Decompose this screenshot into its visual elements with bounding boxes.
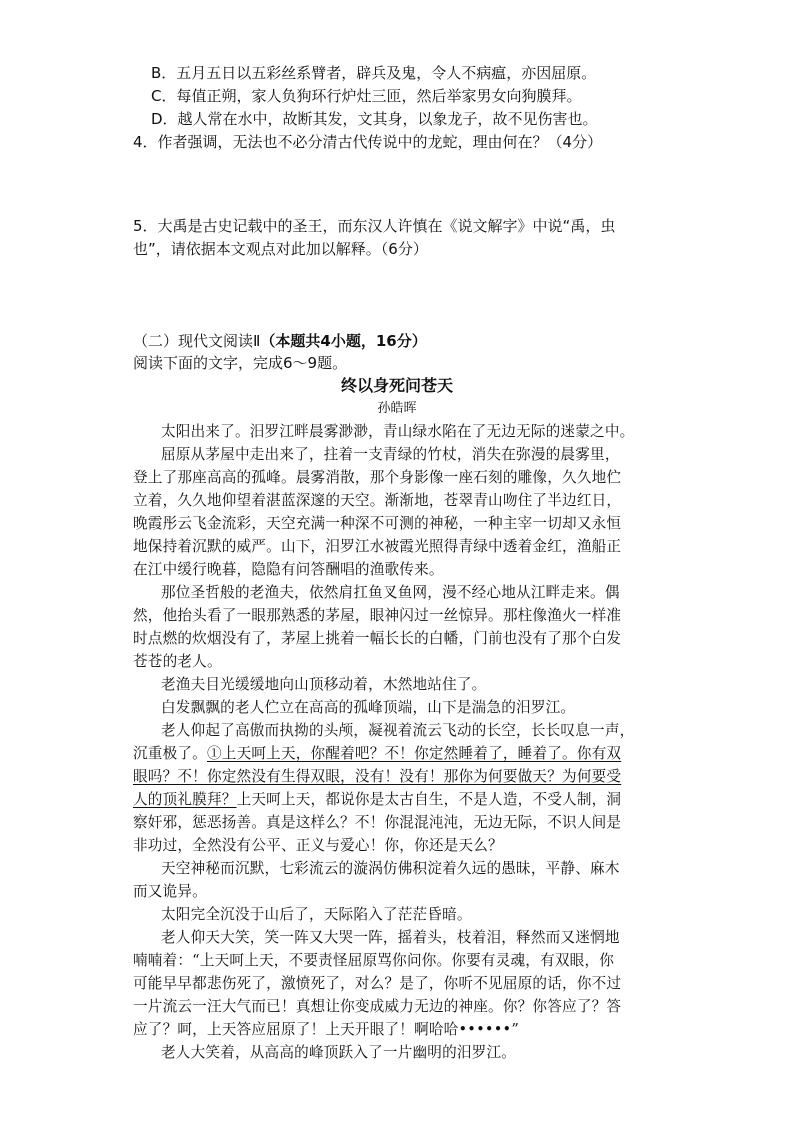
article-line: 屈原从茅屋中走出来了，拄着一支青绿的竹杖，消失在弥漫的晨雾里， [161, 446, 620, 463]
article-line [133, 789, 621, 811]
article-author: 孙皓晖 [377, 401, 417, 416]
article-line [133, 766, 621, 788]
section-heading-label: （二）现代文阅读Ⅱ [133, 332, 261, 350]
article-title: 终以身死问苍天 [340, 376, 453, 395]
article-line: 一片流云一汪大气而已！真想让你变成威力无边的神座。你？你答应了？答 [133, 998, 622, 1015]
article-line: 时点燃的炊烟没有了，茅屋上挑着一幅长长的白幡，门前也没有了那个白发 [133, 630, 622, 647]
underlined-passage: 眼吗？不！你定然没有生得双眼，没有！没有！那你为何要做天？为何要受 [133, 768, 622, 785]
article-line: 立着，久久地仰望着湛蓝深邃的天空。渐渐地，苍翠青山吻住了半边红日， [133, 492, 622, 509]
article-line: 察奸邪，惩恶扬善。真是这样么？不！你混混沌沌，无边无际，不识人间是 [133, 814, 622, 831]
article-line: 天空神秘而沉默，七彩流云的漩涡仿佛积淀着久远的愚昧，平静、麻木 [161, 860, 620, 877]
option-d: D．越人常在水中，故断其发，文其身，以象龙子，故不见伤害也。 [151, 110, 598, 128]
article-line: 那位圣哲般的老渔夫，依然肩扛鱼叉鱼网，漫不经心地从江畔走来。偶 [161, 584, 620, 601]
article-line: 登上了那座高高的孤峰。晨雾消散，那个身影像一座石刻的雕像，久久地伫 [133, 469, 622, 486]
underlined-passage: ①上天呵上天，你醒着吧？不！你定然睡着了，睡着了。你有双 [206, 745, 622, 762]
article-line: 然，他抬头看了一眼那熟悉的茅屋，眼神闪过一丝惊异。那柱像渔火一样准 [133, 607, 622, 624]
article-line: 晚霞彤云飞金流彩，天空充满一种深不可测的神秘，一种主宰一切却又永恒 [133, 515, 622, 532]
section-heading-score: （本题共4小题，16分） [260, 332, 427, 350]
article-line: 苍苍的老人。 [133, 653, 222, 670]
article-line: 老人大笑着，从高高的峰顶跃入了一片幽明的汨罗江。 [161, 1044, 517, 1061]
article-line: 老人仰起了高傲而执拗的头颅，凝视着流云飞动的长空，长长叹息一声， [161, 722, 635, 739]
article-line: 可能早早都悲伤死了，激愤死了，对么？是了，你听不见屈原的话，你不过 [133, 975, 622, 992]
section-instruction: 阅读下面的文字，完成6～9题。 [133, 354, 348, 372]
article-line: 老人仰天大笑，笑一阵又大哭一阵，摇着头，枝着泪，释然而又迷惘地 [161, 929, 620, 946]
article-line-part: 沉重极了。 [133, 745, 207, 762]
article-line [133, 743, 621, 765]
article-line: 而又诡异。 [133, 883, 207, 900]
article-line-part: 上天呵上天，都说你是太古自生，不是人造，不受人制，洞 [236, 791, 622, 808]
article-line: 应了？呵，上天答应屈原了！上天开眼了！啊哈哈••••••” [133, 1021, 519, 1038]
article-line: 太阳完全沉没于山后了，天际陷入了茫茫昏暗。 [161, 906, 472, 923]
article-line: 太阳出来了。汨罗江畔晨雾渺渺，青山绿水陷在了无边无际的迷蒙之中。 [161, 423, 635, 440]
section-heading [133, 330, 427, 352]
article-line: 老渔夫目光缓缓地向山顶移动着，木然地站住了。 [161, 676, 487, 693]
question-5-line-2: 也”，请依据本文观点对此加以解释。（6分） [133, 240, 428, 258]
article-line: 喃喃着：“上天呵上天，不要责怪屈原骂你问你。你要有灵魂，有双眼，你 [133, 952, 615, 969]
article-line: 白发飘飘的老人伫立在高高的孤峰顶端，山下是湍急的汨罗江。 [161, 699, 576, 716]
option-b: B．五月五日以五彩丝系臂者，辟兵及鬼，令人不病瘟，亦因屈原。 [151, 64, 597, 82]
underlined-passage: 人的顶礼膜拜？ [133, 791, 237, 808]
question-5-line-1: 5．大禹是古史记载中的圣王，而东汉人许慎在《说文解字》中说“禹，虫 [133, 217, 616, 235]
question-4: 4．作者强调，无法也不必分清古代传说中的龙蛇，理由何在？（4分） [133, 133, 603, 151]
article-line: 非功过，全然没有公平、正义与爱心！你，你还是天么？ [133, 837, 503, 854]
option-c: C．每值正朔，家人负狗环行炉灶三匝，然后举家男女向狗膜拜。 [151, 87, 582, 105]
article-line: 在江中缓行晚暮，隐隐有问答酬唱的渔歌传来。 [133, 561, 444, 578]
article-line: 地保持着沉默的威严。山下，汨罗江水被霞光照得青绿中透着金红，渔船正 [133, 538, 622, 555]
